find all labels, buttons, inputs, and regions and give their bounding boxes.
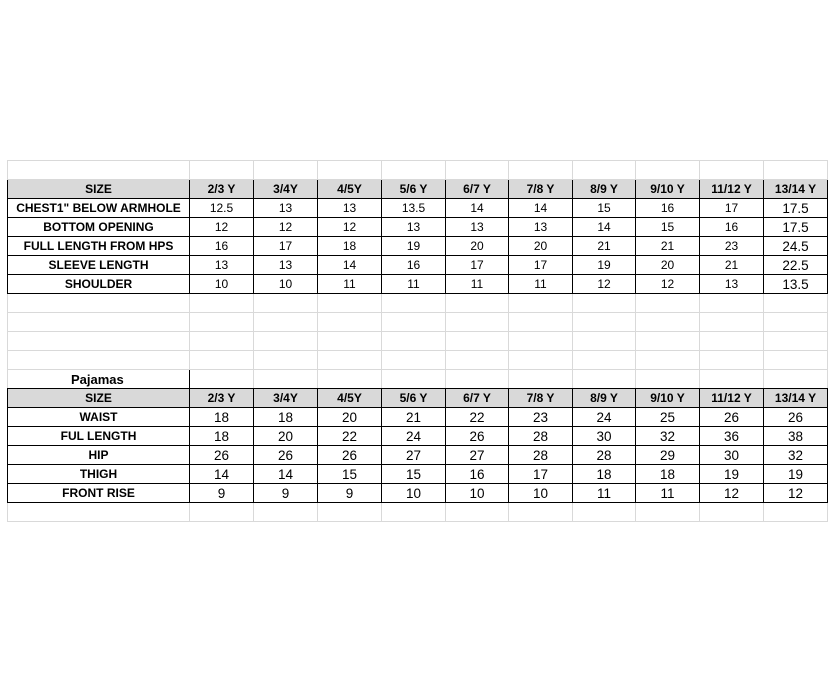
value-cell: 15: [318, 465, 382, 484]
value-cell: 24: [573, 408, 636, 427]
value-cell: 26: [700, 408, 764, 427]
bottom-table-header-row: [8, 389, 828, 408]
value-cell: 14: [254, 465, 318, 484]
value-cell: 14: [190, 465, 254, 484]
value-cell: 20: [318, 408, 382, 427]
value-cell: 12: [700, 484, 764, 503]
value-cell: 22: [446, 408, 509, 427]
header-cell: 6/7 Y: [446, 180, 509, 199]
value-cell: 13: [700, 275, 764, 294]
table-row: [8, 465, 828, 484]
value-cell: 17.5: [764, 218, 828, 237]
value-cell: 19: [573, 256, 636, 275]
row-label: SLEEVE LENGTH: [8, 256, 190, 275]
value-cell: 13: [382, 218, 446, 237]
value-cell: 13.5: [764, 275, 828, 294]
table-row: [8, 484, 828, 503]
value-cell: 16: [382, 256, 446, 275]
value-cell: 27: [446, 446, 509, 465]
value-cell: 18: [636, 465, 700, 484]
value-cell: 20: [509, 237, 573, 256]
value-cell: 13: [318, 199, 382, 218]
value-cell: 10: [190, 275, 254, 294]
empty-row: [8, 332, 828, 351]
value-cell: 20: [636, 256, 700, 275]
value-cell: 15: [636, 218, 700, 237]
header-cell: SIZE: [8, 180, 190, 199]
header-cell: 11/12 Y: [700, 180, 764, 199]
value-cell: 18: [190, 408, 254, 427]
value-cell: 14: [573, 218, 636, 237]
value-cell: 26: [446, 427, 509, 446]
table-row: [8, 275, 828, 294]
table-row: [8, 427, 828, 446]
value-cell: 25: [636, 408, 700, 427]
value-cell: 11: [509, 275, 573, 294]
value-cell: 10: [509, 484, 573, 503]
value-cell: 21: [573, 237, 636, 256]
value-cell: 12: [190, 218, 254, 237]
value-cell: 10: [446, 484, 509, 503]
caption-row: [8, 370, 828, 389]
value-cell: 30: [700, 446, 764, 465]
value-cell: 18: [190, 427, 254, 446]
value-cell: 26: [764, 408, 828, 427]
header-cell: 4/5Y: [318, 180, 382, 199]
value-cell: 10: [382, 484, 446, 503]
size-chart-sheet: [7, 160, 828, 522]
value-cell: 13: [446, 218, 509, 237]
header-cell: 13/14 Y: [764, 389, 828, 408]
row-label: WAIST: [8, 408, 190, 427]
value-cell: 36: [700, 427, 764, 446]
value-cell: 14: [318, 256, 382, 275]
value-cell: 13.5: [382, 199, 446, 218]
value-cell: 26: [254, 446, 318, 465]
header-cell: 2/3 Y: [190, 180, 254, 199]
header-cell: 3/4Y: [254, 389, 318, 408]
value-cell: 18: [573, 465, 636, 484]
header-cell: 4/5Y: [318, 389, 382, 408]
row-label: FUL LENGTH: [8, 427, 190, 446]
value-cell: 9: [190, 484, 254, 503]
header-cell: 8/9 Y: [573, 389, 636, 408]
value-cell: 24: [382, 427, 446, 446]
table-row: [8, 256, 828, 275]
empty-row: [8, 313, 828, 332]
value-cell: 20: [446, 237, 509, 256]
value-cell: 24.5: [764, 237, 828, 256]
header-cell: 6/7 Y: [446, 389, 509, 408]
value-cell: 11: [636, 484, 700, 503]
value-cell: 23: [509, 408, 573, 427]
value-cell: 9: [254, 484, 318, 503]
table-row: [8, 446, 828, 465]
value-cell: 9: [318, 484, 382, 503]
value-cell: 20: [254, 427, 318, 446]
value-cell: 11: [573, 484, 636, 503]
value-cell: 29: [636, 446, 700, 465]
row-label: HIP: [8, 446, 190, 465]
value-cell: 11: [382, 275, 446, 294]
value-cell: 32: [636, 427, 700, 446]
value-cell: 22: [318, 427, 382, 446]
value-cell: 16: [190, 237, 254, 256]
value-cell: 19: [700, 465, 764, 484]
value-cell: 22.5: [764, 256, 828, 275]
value-cell: 15: [382, 465, 446, 484]
value-cell: 13: [509, 218, 573, 237]
top-table-header-row: [8, 180, 828, 199]
value-cell: 19: [382, 237, 446, 256]
value-cell: 18: [318, 237, 382, 256]
header-cell: 9/10 Y: [636, 180, 700, 199]
header-cell: 9/10 Y: [636, 389, 700, 408]
empty-row: [8, 503, 828, 522]
table-caption: Pajamas: [8, 370, 190, 389]
table-row: [8, 408, 828, 427]
value-cell: 14: [509, 199, 573, 218]
value-cell: 28: [509, 446, 573, 465]
value-cell: 32: [764, 446, 828, 465]
header-cell: 5/6 Y: [382, 180, 446, 199]
value-cell: 26: [190, 446, 254, 465]
value-cell: 17: [446, 256, 509, 275]
row-label: SHOULDER: [8, 275, 190, 294]
row-label: FULL LENGTH FROM HPS: [8, 237, 190, 256]
value-cell: 17: [700, 199, 764, 218]
value-cell: 10: [254, 275, 318, 294]
value-cell: 21: [636, 237, 700, 256]
value-cell: 17.5: [764, 199, 828, 218]
value-cell: 16: [446, 465, 509, 484]
value-cell: 11: [318, 275, 382, 294]
row-label: CHEST1" BELOW ARMHOLE: [8, 199, 190, 218]
value-cell: 13: [254, 199, 318, 218]
value-cell: 12: [636, 275, 700, 294]
value-cell: 17: [509, 465, 573, 484]
value-cell: 27: [382, 446, 446, 465]
value-cell: 28: [573, 446, 636, 465]
header-cell: 3/4Y: [254, 180, 318, 199]
header-cell: 11/12 Y: [700, 389, 764, 408]
row-label: THIGH: [8, 465, 190, 484]
header-cell: 7/8 Y: [509, 180, 573, 199]
spacer-row: [8, 161, 828, 180]
header-cell: 8/9 Y: [573, 180, 636, 199]
header-cell: 7/8 Y: [509, 389, 573, 408]
table-row: [8, 199, 828, 218]
header-cell: 13/14 Y: [764, 180, 828, 199]
value-cell: 15: [573, 199, 636, 218]
value-cell: 28: [509, 427, 573, 446]
value-cell: 17: [254, 237, 318, 256]
value-cell: 12.5: [190, 199, 254, 218]
value-cell: 18: [254, 408, 318, 427]
value-cell: 16: [700, 218, 764, 237]
value-cell: 38: [764, 427, 828, 446]
value-cell: 12: [764, 484, 828, 503]
value-cell: 26: [318, 446, 382, 465]
value-cell: 14: [446, 199, 509, 218]
table-row: [8, 237, 828, 256]
value-cell: 16: [636, 199, 700, 218]
value-cell: 13: [190, 256, 254, 275]
header-cell: 2/3 Y: [190, 389, 254, 408]
value-cell: 11: [446, 275, 509, 294]
value-cell: 30: [573, 427, 636, 446]
header-cell: 5/6 Y: [382, 389, 446, 408]
empty-row: [8, 294, 828, 313]
value-cell: 12: [254, 218, 318, 237]
value-cell: 17: [509, 256, 573, 275]
empty-row: [8, 351, 828, 370]
value-cell: 12: [318, 218, 382, 237]
value-cell: 21: [700, 256, 764, 275]
value-cell: 12: [573, 275, 636, 294]
value-cell: 21: [382, 408, 446, 427]
header-cell: SIZE: [8, 389, 190, 408]
row-label: FRONT RISE: [8, 484, 190, 503]
value-cell: 23: [700, 237, 764, 256]
value-cell: 19: [764, 465, 828, 484]
row-label: BOTTOM OPENING: [8, 218, 190, 237]
value-cell: 13: [254, 256, 318, 275]
table-row: [8, 218, 828, 237]
